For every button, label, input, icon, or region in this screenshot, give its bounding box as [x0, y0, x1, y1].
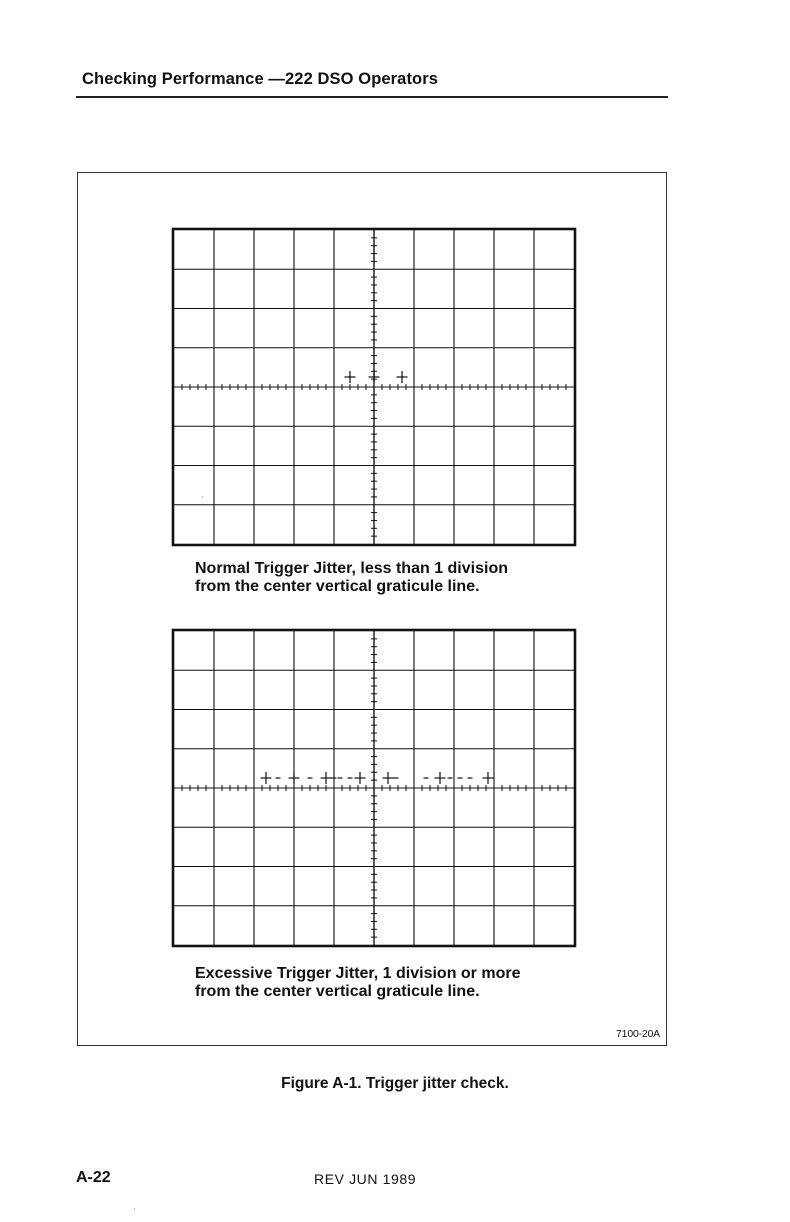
graticule-excessive-jitter — [172, 629, 576, 947]
page-number: A-22 — [76, 1169, 111, 1186]
scan-speck — [202, 496, 203, 497]
caption-normal-line-2: from the center vertical graticule line. — [195, 578, 480, 595]
figure-code: 7100-20A — [616, 1028, 660, 1040]
header-rule — [76, 96, 668, 98]
figure-frame — [77, 172, 667, 1046]
caption-excessive-line-2: from the center vertical graticule line. — [195, 983, 480, 1000]
figure-title: Figure A-1. Trigger jitter check. — [281, 1075, 509, 1092]
revision-date: REV JUN 1989 — [314, 1171, 417, 1187]
caption-normal-jitter — [195, 560, 508, 596]
running-header: Checking Performance —222 DSO Operators — [82, 70, 439, 88]
caption-excessive-line-1: Excessive Trigger Jitter, 1 division or more — [195, 965, 521, 982]
scan-speck — [134, 1208, 135, 1209]
caption-normal-line-1: Normal Trigger Jitter, less than 1 division — [195, 560, 508, 577]
caption-excessive-jitter — [195, 965, 520, 1001]
graticule-normal-jitter — [172, 228, 576, 546]
